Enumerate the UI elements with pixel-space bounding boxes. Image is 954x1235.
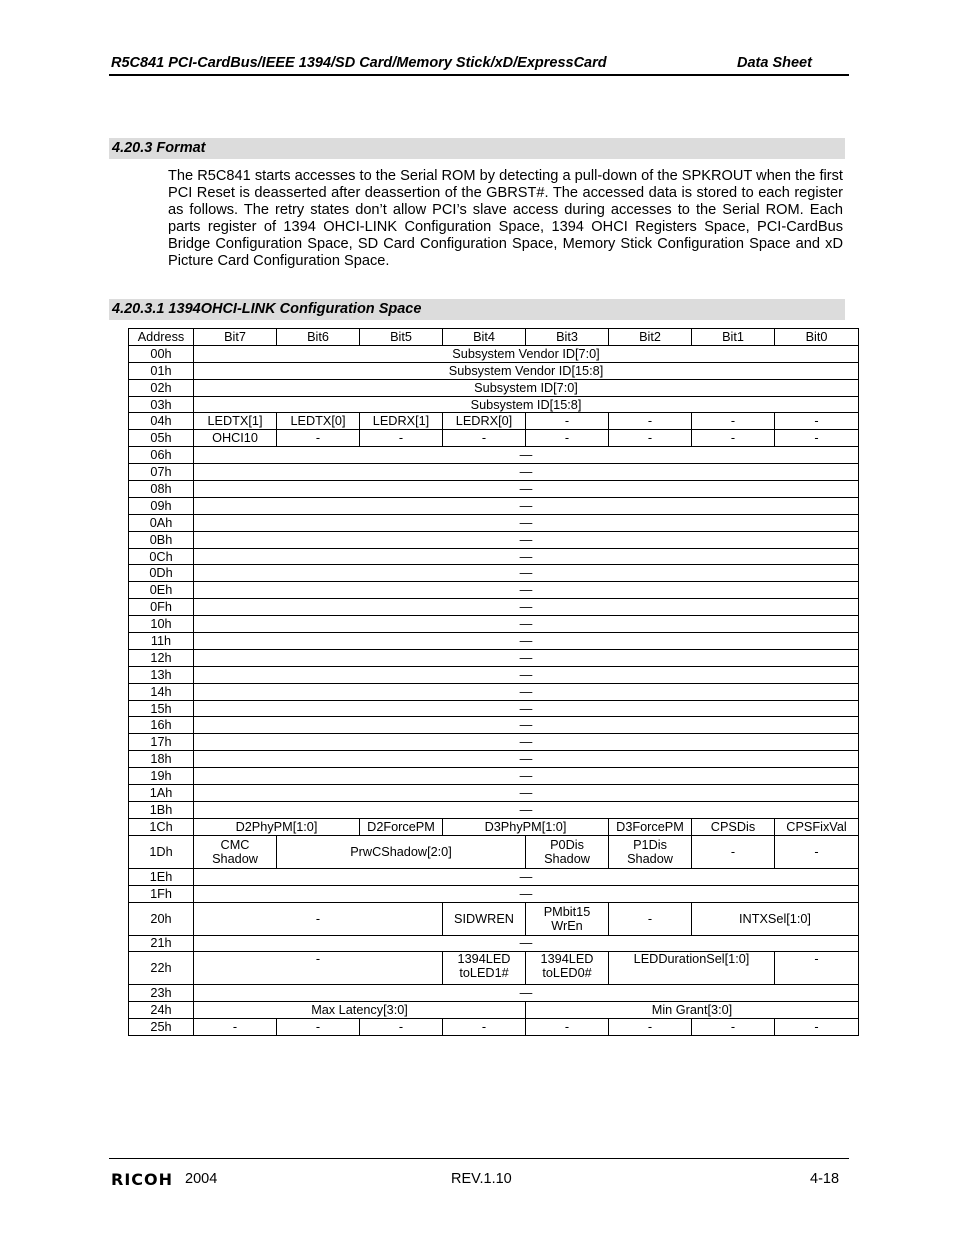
register-cell: — (194, 481, 859, 498)
address-cell: 0Bh (129, 531, 194, 548)
document-title: R5C841 PCI-CardBus/IEEE 1394/SD Card/Memory Stick/xD/ExpressCard (111, 55, 607, 71)
address-cell: 06h (129, 447, 194, 464)
register-cell: — (194, 801, 859, 818)
header-cell: Bit7 (194, 329, 277, 346)
register-cell: — (194, 734, 859, 751)
register-cell: - (277, 1019, 360, 1036)
register-cell: CMC Shadow (194, 835, 277, 868)
register-cell: — (194, 548, 859, 565)
address-cell: 20h (129, 902, 194, 935)
table-header-row (129, 329, 859, 346)
register-cell: — (194, 497, 859, 514)
table-row (129, 768, 859, 785)
address-cell: 10h (129, 616, 194, 633)
register-cell: — (194, 565, 859, 582)
table-row (129, 835, 859, 868)
address-cell: 1Fh (129, 885, 194, 902)
table-row (129, 751, 859, 768)
table-row (129, 935, 859, 952)
register-cell: — (194, 447, 859, 464)
address-cell: 14h (129, 683, 194, 700)
table-row (129, 985, 859, 1002)
address-cell: 1Bh (129, 801, 194, 818)
document-type: Data Sheet (737, 55, 812, 71)
table-row (129, 582, 859, 599)
header-cell: Bit4 (443, 329, 526, 346)
header-cell: Bit5 (360, 329, 443, 346)
register-cell: - (775, 430, 859, 447)
register-cell: - (609, 413, 692, 430)
register-cell: — (194, 649, 859, 666)
table-row (129, 1002, 859, 1019)
register-cell: SIDWREN (443, 902, 526, 935)
table-row (129, 345, 859, 362)
register-cell: — (194, 599, 859, 616)
table-row (129, 649, 859, 666)
register-cell: — (194, 683, 859, 700)
address-cell: 24h (129, 1002, 194, 1019)
register-cell: — (194, 514, 859, 531)
table-row (129, 818, 859, 835)
address-cell: 0Dh (129, 565, 194, 582)
register-cell: Subsystem Vendor ID[15:8] (194, 362, 859, 379)
register-cell: - (775, 413, 859, 430)
register-cell: P0Dis Shadow (526, 835, 609, 868)
address-cell: 22h (129, 952, 194, 985)
ricoh-logo: RICOH (111, 1170, 174, 1189)
address-cell: 0Eh (129, 582, 194, 599)
table-row (129, 734, 859, 751)
register-cell: - (609, 430, 692, 447)
table-row (129, 683, 859, 700)
address-cell: 13h (129, 666, 194, 683)
table-body (129, 345, 859, 1035)
header-cell: Bit1 (692, 329, 775, 346)
address-cell: 11h (129, 633, 194, 650)
table-row (129, 396, 859, 413)
address-cell: 23h (129, 985, 194, 1002)
register-cell: - (775, 1019, 859, 1036)
table-row (129, 379, 859, 396)
register-cell: — (194, 666, 859, 683)
register-cell: - (277, 430, 360, 447)
address-cell: 0Fh (129, 599, 194, 616)
register-cell: - (443, 430, 526, 447)
register-cell: - (194, 952, 443, 985)
table-row (129, 902, 859, 935)
register-cell: - (526, 413, 609, 430)
register-cell: - (360, 430, 443, 447)
header-cell: Address (129, 329, 194, 346)
register-cell: — (194, 616, 859, 633)
register-cell: CPSDis (692, 818, 775, 835)
register-cell: Subsystem ID[15:8] (194, 396, 859, 413)
address-cell: 03h (129, 396, 194, 413)
register-cell: D2PhyPM[1:0] (194, 818, 360, 835)
table-row (129, 548, 859, 565)
table-row (129, 1019, 859, 1036)
register-cell: - (692, 1019, 775, 1036)
register-cell: LEDTX[1] (194, 413, 277, 430)
table-row (129, 700, 859, 717)
address-cell: 01h (129, 362, 194, 379)
register-cell: - (360, 1019, 443, 1036)
table-row (129, 497, 859, 514)
register-cell: — (194, 700, 859, 717)
register-cell: LEDRX[1] (360, 413, 443, 430)
register-cell: Max Latency[3:0] (194, 1002, 526, 1019)
register-cell: - (194, 1019, 277, 1036)
section-heading-bar (109, 138, 845, 159)
table-row (129, 633, 859, 650)
address-cell: 1Ch (129, 818, 194, 835)
register-cell: - (692, 835, 775, 868)
table-row (129, 413, 859, 430)
register-cell: Min Grant[3:0] (526, 1002, 859, 1019)
register-cell: Subsystem Vendor ID[7:0] (194, 345, 859, 362)
register-cell: P1Dis Shadow (609, 835, 692, 868)
register-cell: — (194, 768, 859, 785)
header-cell: Bit6 (277, 329, 360, 346)
table-row (129, 885, 859, 902)
register-cell: - (609, 902, 692, 935)
address-cell: 0Ah (129, 514, 194, 531)
page-number: 4-18 (810, 1171, 840, 1187)
register-cell: Subsystem ID[7:0] (194, 379, 859, 396)
table-row (129, 531, 859, 548)
register-cell: LEDRX[0] (443, 413, 526, 430)
register-cell: — (194, 985, 859, 1002)
table-row (129, 801, 859, 818)
address-cell: 1Ah (129, 785, 194, 802)
address-cell: 15h (129, 700, 194, 717)
register-cell: - (692, 430, 775, 447)
footer-revision: REV.1.10 (451, 1171, 512, 1187)
section-heading: 4.20.3 Format (112, 140, 206, 156)
register-cell: — (194, 868, 859, 885)
register-cell: — (194, 633, 859, 650)
address-cell: 00h (129, 345, 194, 362)
register-cell: - (526, 1019, 609, 1036)
register-cell: LEDDurationSel[1:0] (609, 952, 775, 985)
table-row (129, 514, 859, 531)
table-row (129, 430, 859, 447)
register-cell: — (194, 785, 859, 802)
register-cell: - (692, 413, 775, 430)
subsection-heading-bar (109, 299, 845, 320)
address-cell: 21h (129, 935, 194, 952)
address-cell: 1Eh (129, 868, 194, 885)
register-cell: — (194, 531, 859, 548)
address-cell: 16h (129, 717, 194, 734)
register-cell: - (194, 902, 443, 935)
register-cell: PMbit15 WrEn (526, 902, 609, 935)
address-cell: 05h (129, 430, 194, 447)
register-cell: 1394LED toLED1# (443, 952, 526, 985)
register-cell: D2ForcePM (360, 818, 443, 835)
register-cell: — (194, 582, 859, 599)
register-cell: 1394LED toLED0# (526, 952, 609, 985)
header-cell: Bit2 (609, 329, 692, 346)
table-row (129, 481, 859, 498)
register-cell: PrwCShadow[2:0] (277, 835, 526, 868)
table-row (129, 565, 859, 582)
table-row (129, 785, 859, 802)
register-cell: D3PhyPM[1:0] (443, 818, 609, 835)
register-cell: - (609, 1019, 692, 1036)
register-cell: — (194, 464, 859, 481)
header-cell: Bit0 (775, 329, 859, 346)
header-rule (109, 74, 849, 76)
register-cell: — (194, 751, 859, 768)
address-cell: 02h (129, 379, 194, 396)
table-row (129, 717, 859, 734)
address-cell: 19h (129, 768, 194, 785)
register-cell: — (194, 935, 859, 952)
table-row (129, 616, 859, 633)
register-cell: OHCI10 (194, 430, 277, 447)
register-cell: - (443, 1019, 526, 1036)
register-cell: - (775, 835, 859, 868)
table-row (129, 464, 859, 481)
address-cell: 08h (129, 481, 194, 498)
subsection-heading: 4.20.3.1 1394OHCI-LINK Configuration Space (112, 301, 422, 317)
table-row (129, 952, 859, 985)
address-cell: 0Ch (129, 548, 194, 565)
address-cell: 12h (129, 649, 194, 666)
address-cell: 17h (129, 734, 194, 751)
table-row (129, 666, 859, 683)
footer-year: 2004 (185, 1171, 218, 1187)
header-cell: Bit3 (526, 329, 609, 346)
register-cell: — (194, 885, 859, 902)
register-cell: LEDTX[0] (277, 413, 360, 430)
section-body: The R5C841 starts accesses to the Serial ROM by detecting a pull-down of the SPKROUT when the first PCI Reset is deasserted after deassertion of the GBRST#. The accessed data is stored to each register as follows. The retry states don’t allow PCI’s slave access during accesses to the Serial ROM. Each parts register of 1394 OHCI-LINK Configuration Space, 1394 OHCI Registers Space, PCI-CardBus Bridge Configuration Space, SD Card Configuration Space, Memory Stick Configuration Space and xD Picture Card Configuration Space. (168, 168, 843, 269)
register-cell: D3ForcePM (609, 818, 692, 835)
register-cell: INTXSel[1:0] (692, 902, 859, 935)
address-cell: 18h (129, 751, 194, 768)
register-table (128, 328, 859, 1036)
table-row (129, 447, 859, 464)
address-cell: 09h (129, 497, 194, 514)
address-cell: 04h (129, 413, 194, 430)
table-row (129, 599, 859, 616)
register-cell: — (194, 717, 859, 734)
register-cell: CPSFixVal (775, 818, 859, 835)
address-cell: 07h (129, 464, 194, 481)
register-cell: - (775, 952, 859, 985)
table-row (129, 362, 859, 379)
table-row (129, 868, 859, 885)
address-cell: 25h (129, 1019, 194, 1036)
register-cell: - (526, 430, 609, 447)
footer-rule (109, 1158, 849, 1159)
address-cell: 1Dh (129, 835, 194, 868)
